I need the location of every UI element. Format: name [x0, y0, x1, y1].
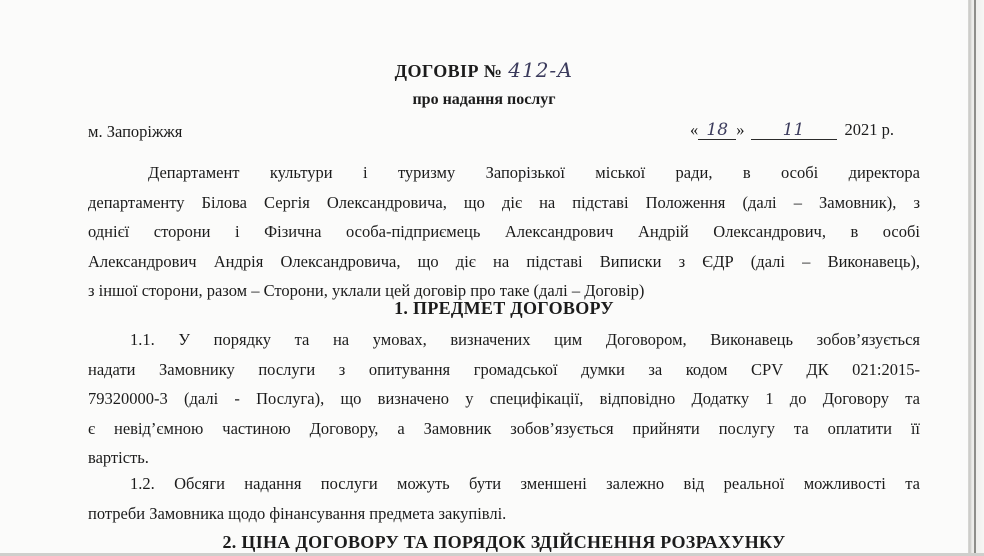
contract-date	[690, 120, 894, 140]
clause-1-2-line: 1.2. Обсяги надання послуги можуть бути зменшені залежно від реальної можливості та	[130, 474, 920, 493]
contract-subtitle: про надання послуг	[412, 91, 556, 108]
contract-city: м. Запоріжжя	[88, 122, 183, 141]
date-day-handwritten: 18	[698, 122, 736, 140]
section-1-heading: 1. ПРЕДМЕТ ДОГОВОРУ	[394, 298, 614, 318]
clause-1-2	[88, 469, 920, 528]
intro-line: однієї сторони і Фізична особа-підприємець Александрович Андрій Олександрович, в особі	[88, 222, 920, 241]
clause-1-1	[88, 325, 920, 473]
contract-title-text: ДОГОВІР №	[394, 61, 503, 81]
date-close-quote: »	[736, 120, 745, 139]
intro-paragraph	[88, 158, 920, 306]
intro-line: департаменту Білова Сергія Олександровича, що діє на підставі Положення (далі – Замовник), з	[88, 192, 920, 212]
clause-1-2-line: потреби Замовника щодо фінансування предмета закупівлі.	[88, 503, 507, 523]
date-year: 2021 р.	[844, 120, 894, 139]
section-2-heading: 2. ЦІНА ДОГОВОРУ ТА ПОРЯДОК ЗДІЙСНЕННЯ РОЗРАХУНКУ	[222, 532, 786, 552]
clause-1-1-line: надати Замовнику послуги з опитування громадської думки за кодом CPV ДК 021:2015-	[88, 359, 920, 379]
clause-1-1-line: 79320000-3 (далі - Послуга), що визначено у специфікації, відповідно Додатку 1 до Договору та	[88, 389, 920, 408]
page-edge	[968, 0, 984, 556]
date-open-quote: «	[690, 120, 699, 139]
clause-1-1-line: 1.1. У порядку та на умовах, визначених цим Договором, Виконавець зобов’язується	[130, 330, 920, 349]
date-month-handwritten: 11	[751, 122, 837, 140]
intro-line: Департамент культури і туризму Запорізької міської ради, в особі директора	[148, 163, 920, 182]
contract-number-handwritten: 412-А	[508, 58, 574, 82]
clause-1-1-line: є невід’ємною частиною Договору, а Замовник зобов’язується прийняти послугу та оплатити її	[88, 418, 920, 438]
contract-title	[0, 58, 968, 82]
clause-1-1-line: вартість.	[88, 448, 149, 467]
intro-line: Александрович Андрія Олександровича, що діє на підставі Виписки з ЄДР (далі – Виконавець),	[88, 251, 920, 271]
intro-line: з іншої сторони, разом – Сторони, уклали цей договір про таке (далі – Договір)	[88, 281, 645, 300]
